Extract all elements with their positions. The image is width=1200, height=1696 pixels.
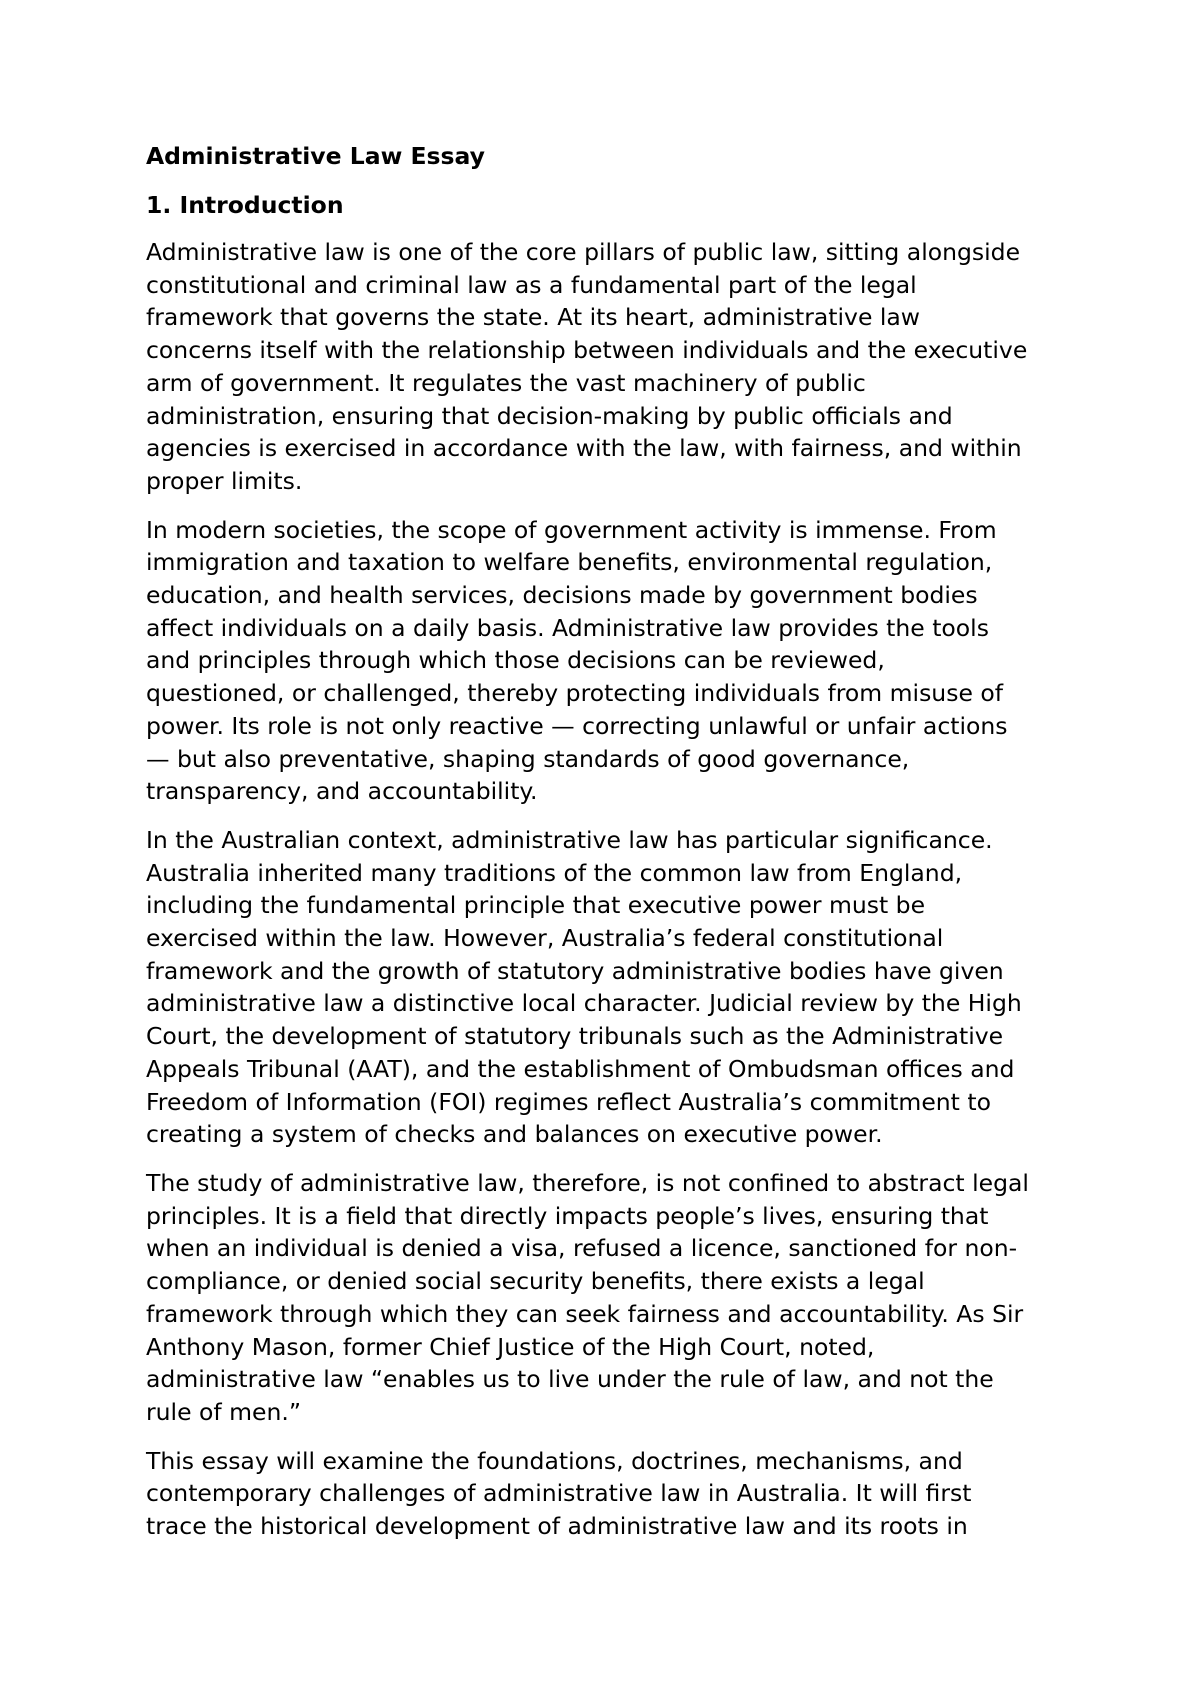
paragraph-line: and principles through which those decisions can be reviewed, [146,646,885,675]
paragraph-line: transparency, and accountability. [146,777,538,806]
paragraph-line: Court, the development of statutory tribunals such as the Administrative [146,1022,1004,1051]
paragraph-line: administration, ensuring that decision-making by public officials and [146,401,953,430]
section-heading: 1. Introduction [146,191,344,219]
paragraph [146,824,1066,1151]
paragraph-line: immigration and taxation to welfare benefits, environmental regulation, [146,548,993,577]
paragraph-line: Freedom of Information (FOI) regimes reflect Australia’s commitment to [146,1087,991,1116]
paragraph-line: Administrative law is one of the core pillars of public law, sitting alongside [146,238,1021,266]
paragraph [146,236,1066,498]
paragraph-line: — but also preventative, shaping standards of good governance, [146,744,910,773]
paragraph [146,1445,1066,1543]
paragraph-line: arm of government. It regulates the vast machinery of public [146,368,866,397]
paragraph-line: proper limits. [146,466,303,495]
paragraph-line: constitutional and criminal law as a fundamental part of the legal [146,270,917,299]
paragraph-line: Australia inherited many traditions of the common law from England, [146,858,963,887]
paragraph-line: power. Its role is not only reactive — correcting unlawful or unfair actions [146,711,1008,740]
document-title: Administrative Law Essay [146,142,485,170]
paragraph [146,514,1066,808]
paragraph-line: rule of men.” [146,1397,302,1426]
paragraph-line: administrative law “enables us to live under the rule of law, and not the [146,1365,994,1394]
paragraph-line: contemporary challenges of administrative law in Australia. It will first [146,1479,972,1508]
paragraph-line: This essay will examine the foundations, doctrines, mechanisms, and [146,1446,963,1475]
paragraph-line: framework and the growth of statutory administrative bodies have given [146,956,1004,985]
paragraph-line: framework through which they can seek fairness and accountability. As Sir [146,1299,1024,1328]
paragraph-line: principles. It is a field that directly impacts people’s lives, ensuring that [146,1201,989,1230]
paragraph-line: including the fundamental principle that executive power must be [146,891,926,920]
paragraph-line: Anthony Mason, former Chief Justice of the High Court, noted, [146,1332,875,1361]
paragraph-line: The study of administrative law, therefore, is not confined to abstract legal [146,1168,1029,1197]
paragraph-line: trace the historical development of administrative law and its roots in [146,1512,968,1541]
document-body [146,140,1066,1559]
paragraph-list [146,236,1066,1543]
paragraph-line: questioned, or challenged, thereby protecting individuals from misuse of [146,679,1004,708]
paragraph-line: agencies is exercised in accordance with the law, with fairness, and within [146,434,1022,463]
paragraph-line: compliance, or denied social security benefits, there exists a legal [146,1267,925,1296]
paragraph-line: education, and health services, decisions made by government bodies [146,581,978,610]
paragraph-line: creating a system of checks and balances on executive power. [146,1120,883,1149]
paragraph-line: In modern societies, the scope of government activity is immense. From [146,515,997,544]
paragraph-line: Appeals Tribunal (AAT), and the establishment of Ombudsman offices and [146,1054,1015,1083]
paragraph-line: exercised within the law. However, Australia’s federal constitutional [146,924,944,953]
paragraph-line: affect individuals on a daily basis. Administrative law provides the tools [146,613,989,642]
paragraph-line: administrative law a distinctive local character. Judicial review by the High [146,989,1022,1018]
paragraph [146,1167,1066,1429]
paragraph-line: when an individual is denied a visa, refused a licence, sanctioned for non- [146,1234,1018,1263]
paragraph-line: framework that governs the state. At its heart, administrative law [146,303,921,332]
paragraph-line: In the Australian context, administrative law has particular significance. [146,825,993,854]
paragraph-line: concerns itself with the relationship between individuals and the executive [146,336,1028,365]
